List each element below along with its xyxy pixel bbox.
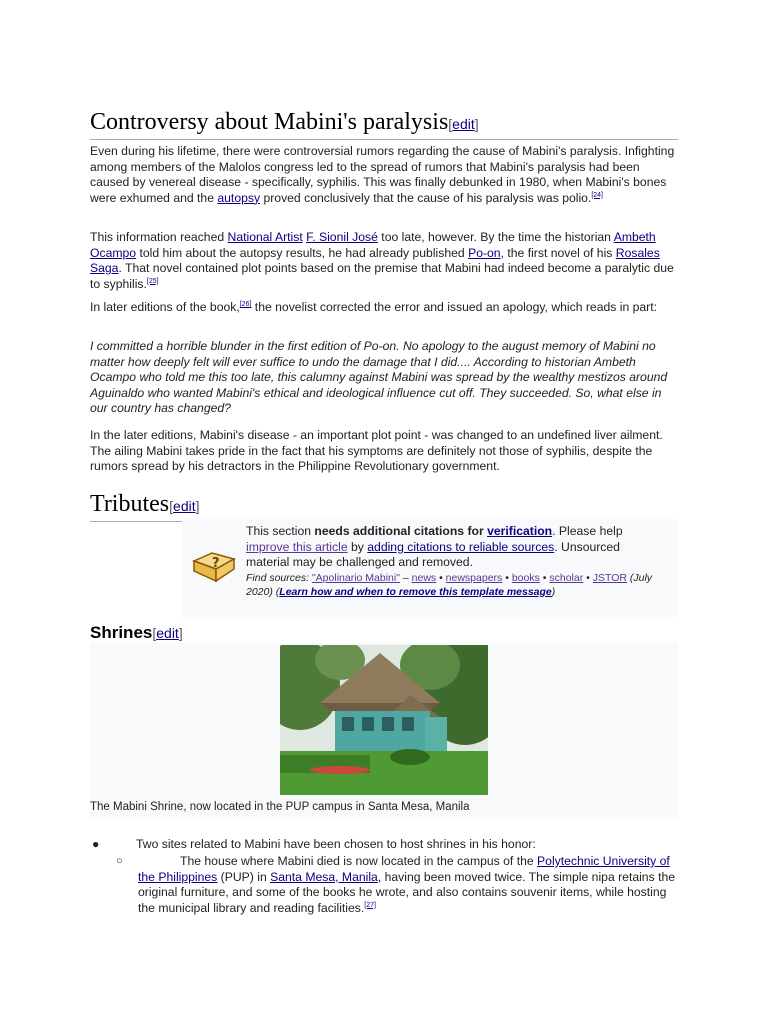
link-source-books[interactable]: books bbox=[511, 571, 540, 584]
link-source-jstor[interactable]: JSTOR bbox=[592, 571, 627, 584]
link-pup[interactable]: Polytechnic University of the Philippines bbox=[138, 854, 670, 884]
link-national-artist[interactable]: National Artist bbox=[227, 230, 303, 244]
blockquote: I committed a horrible blunder in the first edition of Po-on. No apology to the august memory of Mabini no matter how deeply felt will ever suffice to undo the damage that I did.... According to historian Ambeth Ocampo who told me this too late, this calumny against Mabini was spread by the wealthy mestizos around Aguinaldo who wanted Mabini's ethical and ideological influence cut off. They succeeded. So, what else in our country has changed? bbox=[90, 339, 668, 416]
link-improve-article[interactable]: improve this article bbox=[246, 539, 348, 554]
edit-link[interactable]: edit bbox=[173, 498, 196, 514]
paragraph-3: In later editions of the book,[26] the novelist corrected the error and issued an apology, which reads in part: bbox=[90, 300, 657, 314]
edit-link[interactable]: edit bbox=[156, 625, 179, 641]
section-heading-tributes: Tributes[edit] bbox=[90, 490, 678, 522]
sub-bullet-marker: ○ bbox=[116, 855, 123, 867]
shrine-figure bbox=[90, 643, 678, 819]
section-title: Controversy about Mabini's paralysis bbox=[90, 109, 449, 135]
link-f-sionil-jose[interactable]: F. Sionil José bbox=[306, 230, 378, 244]
link-santa-mesa[interactable]: Santa Mesa, Manila bbox=[270, 869, 378, 884]
link-find-query[interactable]: "Apolinario Mabini" bbox=[311, 571, 400, 584]
shrine-photo[interactable] bbox=[280, 645, 488, 795]
citation-link[interactable]: [27] bbox=[364, 901, 376, 909]
link-po-on[interactable]: Po-on bbox=[468, 245, 501, 260]
shrine-photo-illustration bbox=[280, 645, 488, 795]
svg-text:?: ? bbox=[212, 556, 220, 571]
paragraph-4: In the later editions, Mabini's disease - an important plot point - was changed to an undefined liver ailment. The ailing Mabini takes pride in the fact that his symptoms are definitely not those of syphilis, despite the rumors spread by his detractors in the Philippine Revolutionary government. bbox=[90, 428, 663, 474]
citation-link[interactable]: [24] bbox=[591, 191, 604, 199]
find-sources-line: Find sources: "Apolinario Mabini" – news • newspapers • books • scholar • JSTOR (July 2020) (Learn how and when to remove this template message) bbox=[246, 571, 653, 598]
edit-link[interactable]: edit bbox=[452, 116, 475, 132]
citation-link[interactable]: [25] bbox=[146, 277, 159, 285]
section-title: Tributes bbox=[90, 491, 170, 517]
list-item: Two sites related to Mabini have been chosen to host shrines in his honor: bbox=[136, 837, 536, 851]
citation-needed-notice: ? This section needs additional citations for verification. Please help improve this article by adding citations to reliable sources. Unsourced material may be challenged and removed. Find sources: "Apolinario Mabini" – news • newspapers • books • scholar • JSTOR (July 2020) (Learn how and when to remove this template message) bbox=[182, 519, 678, 617]
link-adding-citations[interactable]: adding citations to reliable sources bbox=[367, 539, 555, 554]
paragraph-2: This information reached National Artist F. Sionil José too late, however. By the time the historian Ambeth Ocampo told him about the autopsy results, he had already published Po-on, the first novel of his Rosales Saga. That novel contained plot points based on the premise that Mabini had indeed become a paralytic due to syphilis.[25] bbox=[90, 230, 674, 291]
link-ambeth-ocampo[interactable]: Ambeth Ocampo bbox=[90, 230, 656, 260]
link-autopsy[interactable]: autopsy bbox=[217, 190, 261, 205]
book-question-icon bbox=[190, 545, 238, 587]
link-learn-how[interactable]: Learn how and when to remove this template message bbox=[279, 585, 552, 598]
section-heading-shrines: Shrines[edit] bbox=[90, 623, 183, 642]
citation-link[interactable]: [26] bbox=[239, 300, 252, 308]
link-verification[interactable]: verification bbox=[487, 524, 553, 538]
link-source-news[interactable]: news bbox=[411, 571, 437, 584]
paragraph-1: Even during his lifetime, there were controversial rumors regarding the cause of Mabini's paralysis. Infighting among members of the Malolos congress led to the spread of rumors that Mabini's paralysis had been caused by venereal disease - specifically, syphilis. This was finally debunked in 1980, when Mabini's bones were exhumed and the autopsy proved conclusively that the cause of his paralysis was polio.[24] bbox=[90, 144, 675, 205]
figure-caption: The Mabini Shrine, now located in the PUP campus in Santa Mesa, Manila bbox=[90, 801, 470, 813]
sub-list-item: The house where Mabini died is now located in the campus of the Polytechnic University of the Philippines (PUP) in Santa Mesa, Manila, having been moved twice. The simple nipa retains the original furniture, and some of the books he wrote, and also contains souvenir items, while hosting the municipal library and reading facilities.[27] bbox=[138, 854, 676, 915]
section-title: Shrines bbox=[90, 623, 153, 642]
link-rosales-saga[interactable]: Rosales Saga bbox=[90, 245, 660, 276]
bullet-marker: ● bbox=[92, 837, 100, 851]
link-source-scholar[interactable]: scholar bbox=[549, 571, 584, 584]
link-source-newspapers[interactable]: newspapers bbox=[445, 571, 503, 584]
section-heading-controversy: Controversy about Mabini's paralysis[edit] bbox=[90, 108, 678, 140]
book-question-icon bbox=[190, 545, 238, 587]
